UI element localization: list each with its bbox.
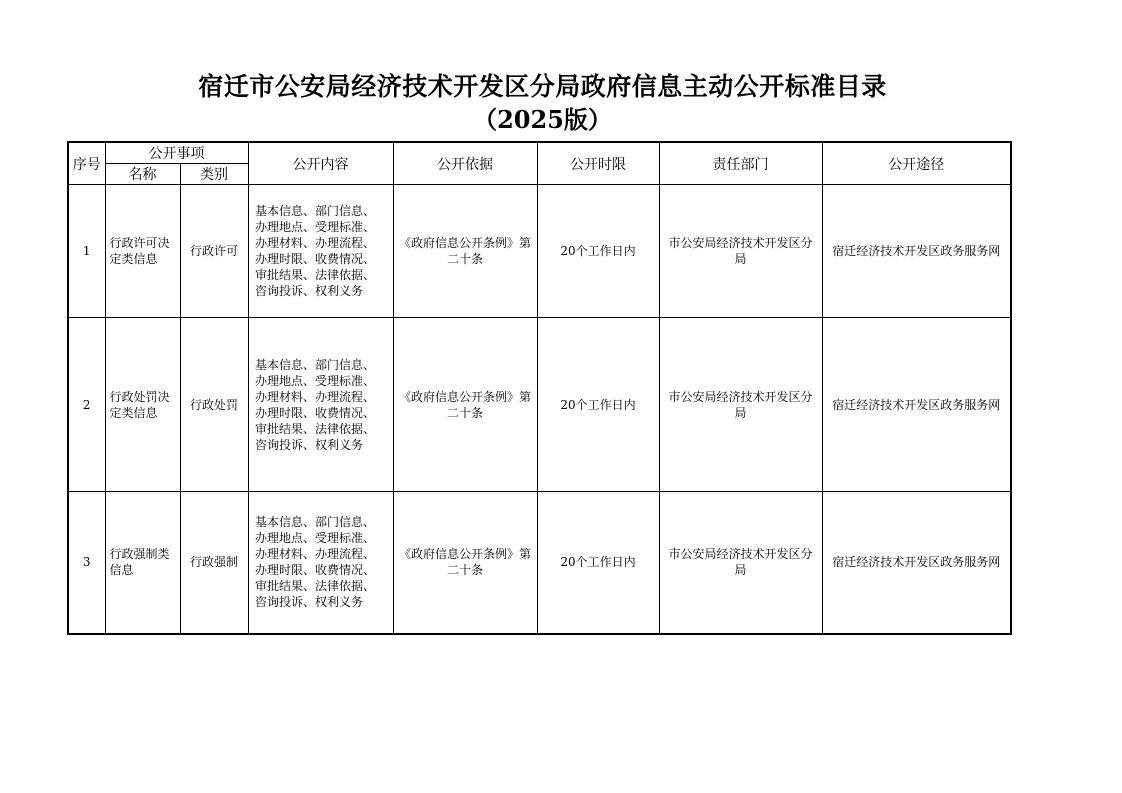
catalog-table — [67, 141, 1012, 635]
row-basis: 《政府信息公开条例》第二十条 — [393, 492, 537, 634]
header-category: 类别 — [180, 164, 248, 185]
row-department: 市公安局经济技术开发区分局 — [659, 185, 822, 318]
row-channel: 宿迁经济技术开发区政务服务网 — [822, 318, 1011, 492]
header-content: 公开内容 — [248, 142, 393, 185]
header-matter: 公开事项 — [105, 142, 248, 164]
row-name: 行政强制类信息 — [105, 492, 180, 634]
header-channel: 公开途径 — [822, 142, 1011, 185]
row-content: 基本信息、部门信息、办理地点、受理标准、办理材料、办理流程、办理时限、收费情况、审批结果、法律依据、咨询投诉、权利义务 — [248, 185, 393, 318]
row-time-limit: 20个工作日内 — [537, 318, 659, 492]
row-seq: 3 — [68, 492, 105, 634]
header-seq: 序号 — [68, 142, 105, 185]
table-row — [68, 185, 1011, 318]
row-channel: 宿迁经济技术开发区政务服务网 — [822, 492, 1011, 634]
header-name: 名称 — [105, 164, 180, 185]
row-category: 行政许可 — [180, 185, 248, 318]
row-category: 行政强制 — [180, 492, 248, 634]
header-basis: 公开依据 — [393, 142, 537, 185]
row-channel: 宿迁经济技术开发区政务服务网 — [822, 185, 1011, 318]
row-name: 行政处罚决定类信息 — [105, 318, 180, 492]
row-department: 市公安局经济技术开发区分局 — [659, 492, 822, 634]
header-department: 责任部门 — [659, 142, 822, 185]
header-time-limit: 公开时限 — [537, 142, 659, 185]
row-basis: 《政府信息公开条例》第二十条 — [393, 185, 537, 318]
row-department: 市公安局经济技术开发区分局 — [659, 318, 822, 492]
row-name: 行政许可决定类信息 — [105, 185, 180, 318]
table-row — [68, 492, 1011, 634]
row-content: 基本信息、部门信息、办理地点、受理标准、办理材料、办理流程、办理时限、收费情况、审批结果、法律依据、咨询投诉、权利义务 — [248, 492, 393, 634]
row-content: 基本信息、部门信息、办理地点、受理标准、办理材料、办理流程、办理时限、收费情况、审批结果、法律依据、咨询投诉、权利义务 — [248, 318, 393, 492]
row-category: 行政处罚 — [180, 318, 248, 492]
document-subtitle: （2025版） — [473, 105, 612, 134]
table-row — [68, 318, 1011, 492]
row-time-limit: 20个工作日内 — [537, 492, 659, 634]
row-basis: 《政府信息公开条例》第二十条 — [393, 318, 537, 492]
row-time-limit: 20个工作日内 — [537, 185, 659, 318]
document-title: 宿迁市公安局经济技术开发区分局政府信息主动公开标准目录 — [198, 72, 887, 101]
row-seq: 1 — [68, 185, 105, 318]
row-seq: 2 — [68, 318, 105, 492]
